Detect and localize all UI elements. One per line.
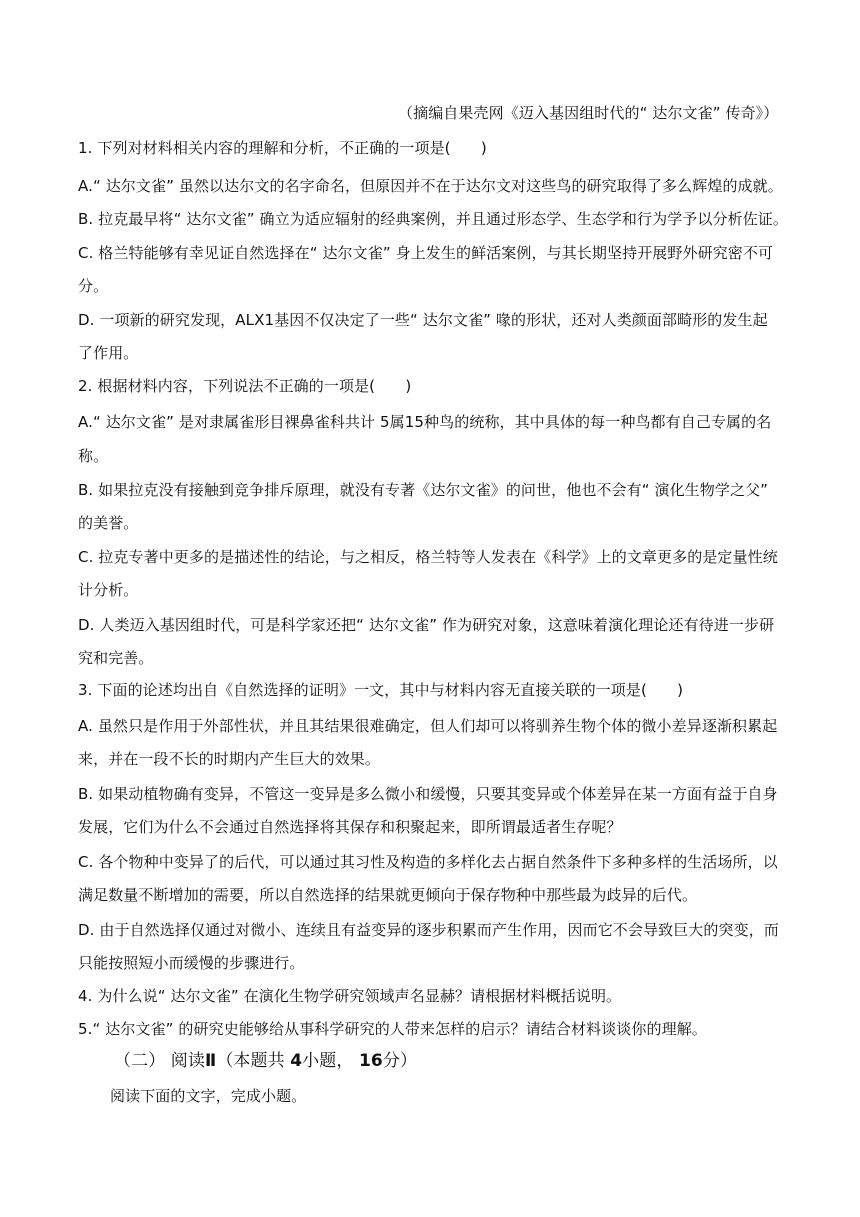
question-1-option-d: D. 一项新的研究发现，ALX1基因不仅决定了一些“ 达尔文雀” 喙的形状，还对人类颜面部畸形的发生起 [78, 311, 768, 329]
section-heading-count: 4 [290, 1051, 303, 1071]
question-2-option-a: A.“ 达尔文雀” 是对隶属雀形目裸鼻雀科共计 5属15种鸟的统称，其中具体的每一种鸟都有自己专属的名 [78, 413, 772, 431]
question-2-option-c-cont: 计分析。 [78, 581, 139, 599]
question-1-stem: 1. 下列对材料相关内容的理解和分析，不正确的一项是( ) [78, 139, 487, 157]
section-heading-score: 16 [358, 1051, 383, 1071]
section-heading-roman: Ⅱ [205, 1051, 217, 1071]
section-heading-paren-open: （本题共 [216, 1051, 291, 1071]
section-heading-mid: 小题， [302, 1051, 359, 1071]
question-1-option-b: B. 拉克最早将“ 达尔文雀” 确立为适应辐射的经典案例，并且通过形态学、生态学和行为学予以分析佐证。 [78, 210, 789, 228]
question-3-option-b: B. 如果动植物确有变异，不管这一变异是多么微小和缓慢，只要其变异或个体差异在某一方面有益于自身 [78, 785, 778, 803]
question-3-stem: 3. 下面的论述均出自《自然选择的证明》一文，其中与材料内容无直接关联的一项是( ) [78, 681, 684, 699]
question-2-option-d: D. 人类迈入基因组时代，可是科学家还把“ 达尔文雀” 作为研究对象，这意味着演化理论还有待进一步研 [78, 616, 775, 634]
question-3-option-a: A. 虽然只是作用于外部性状，并且其结果很难确定，但人们却可以将驯养生物个体的微小差异逐渐积累起 [78, 717, 778, 735]
question-2-stem: 2. 根据材料内容，下列说法不正确的一项是( ) [78, 377, 412, 395]
question-1-option-a: A.“ 达尔文雀” 虽然以达尔文的名字命名，但原因并不在于达尔文对这些鸟的研究取得了多么辉煌的成就。 [78, 177, 783, 195]
question-3-option-b-cont: 发展，它们为什么不会通过自然选择将其保存和积聚起来，即所谓最适者生存呢？ [78, 818, 622, 836]
question-1-option-d-cont: 了作用。 [78, 344, 139, 362]
question-2-option-b: B. 如果拉克没有接触到竞争排斥原理，就没有专著《达尔文雀》的问世，他也不会有“ 演化生物学之父” [78, 481, 769, 499]
question-3-option-c: C. 各个物种中变异了的后代，可以通过其习性及构造的多样化去占据自然条件下多种多样的生活场所，以 [78, 853, 778, 871]
question-3-option-c-cont: 满足数量不断增加的需要，所以自然选择的结果就更倾向于保存物种中那些最为歧异的后代。 [78, 886, 698, 904]
question-3-option-d-cont: 只能按照短小而缓慢的步骤进行。 [78, 954, 305, 972]
reading-instruction: 阅读下面的文字，完成小题。 [110, 1087, 307, 1105]
source-citation: （摘编自果壳网《迈入基因组时代的“ 达尔文雀” 传奇》） [398, 104, 779, 122]
question-2-option-c: C. 拉克专著中更多的是描述性的结论，与之相反，格兰特等人发表在《科学》上的文章更多的是定量性统 [78, 548, 778, 566]
question-2-option-b-cont: 的美誉。 [78, 514, 139, 532]
question-2-option-d-cont: 究和完善。 [78, 649, 154, 667]
question-3-option-a-cont: 来，并在一段不长的时期内产生巨大的效果。 [78, 750, 381, 768]
section-heading-prefix: （二） 阅读 [114, 1051, 206, 1071]
section-heading [114, 1051, 836, 1071]
question-1-option-c-cont: 分。 [78, 277, 109, 295]
question-3-option-d: D. 由于自然选择仅通过对微小、连续且有益变异的逐步积累而产生作用，因而它不会导致巨大的突变，而 [78, 921, 779, 939]
question-5-stem: 5.“ 达尔文雀” 的研究史能够给从事科学研究的人带来怎样的启示？请结合材料谈谈你的理解。 [78, 1020, 707, 1038]
question-1-option-c: C. 格兰特能够有幸见证自然选择在“ 达尔文雀” 身上发生的鲜活案例，与其长期坚持开展野外研究密不可 [78, 244, 774, 262]
question-4-stem: 4. 为什么说“ 达尔文雀” 在演化生物学研究领域声名显赫？请根据材料概括说明。 [78, 987, 622, 1005]
question-2-option-a-cont: 称。 [78, 447, 109, 465]
section-heading-suffix: 分） [382, 1051, 418, 1071]
